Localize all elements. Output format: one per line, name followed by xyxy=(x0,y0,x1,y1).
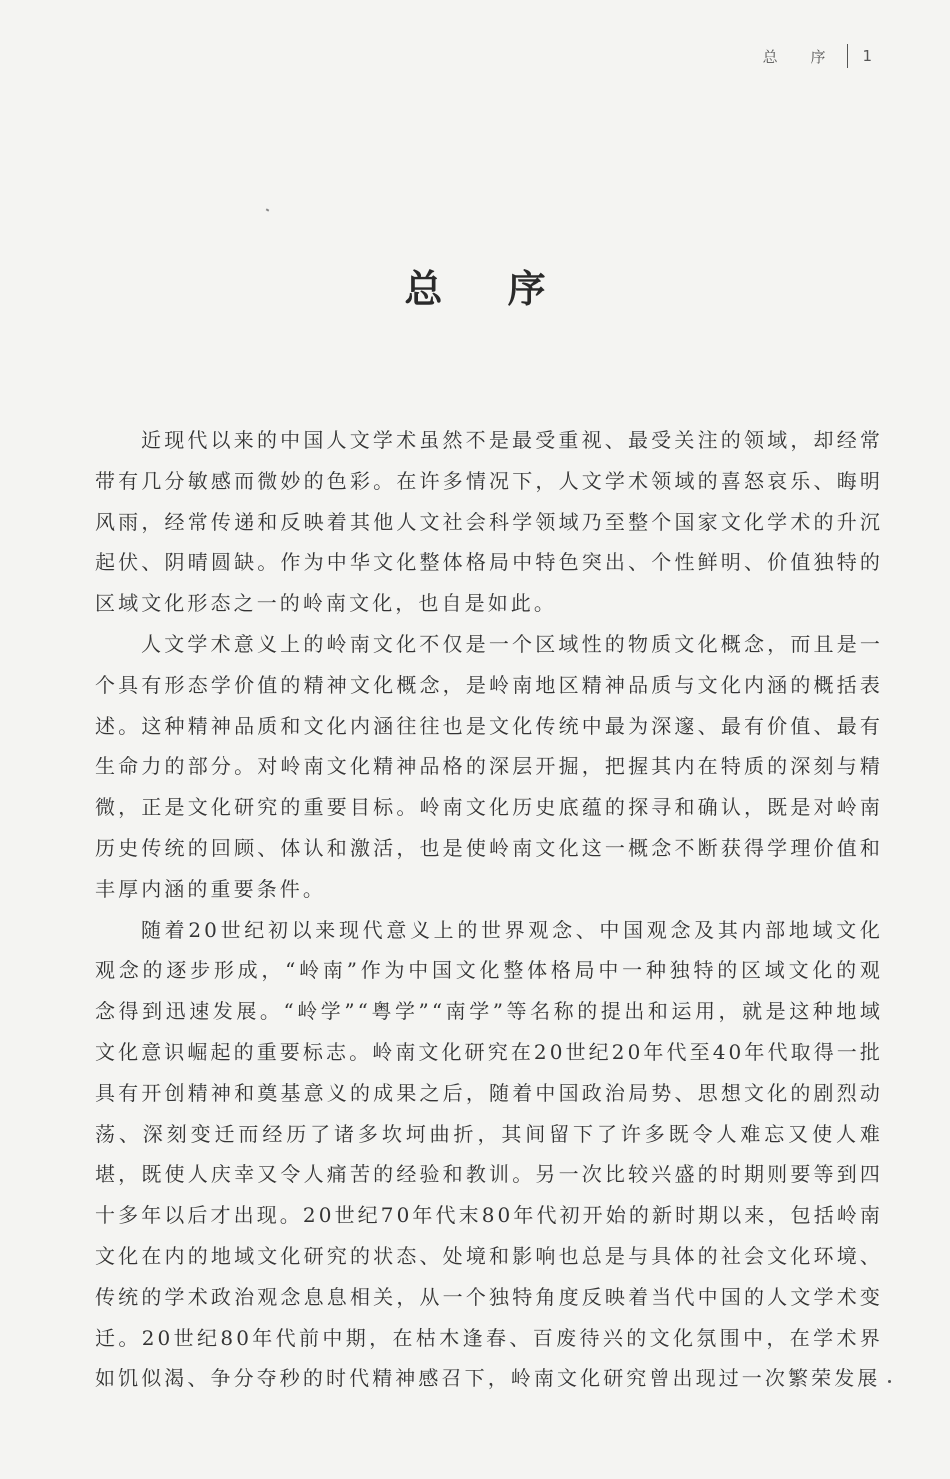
scan-speck xyxy=(266,208,270,211)
trailing-dot-mark xyxy=(888,1380,891,1383)
page-number: 1 xyxy=(862,47,872,65)
paragraph-1: 近现代以来的中国人文学术虽然不是最受重视、最受关注的领域，却经常带有几分敏感而微妙的色彩。在许多情况下，人文学术领域的喜怒哀乐、晦明风雨，经常传递和反映着其他人文社会科学领域乃至整个国家文化学术的升沉起伏、阴晴圆缺。作为中华文化整体格局中特色突出、个性鲜明、价值独特的区域文化形态之一的岭南文化，也自是如此。 xyxy=(95,428,883,616)
running-header xyxy=(763,44,872,68)
paragraph-3: 随着20世纪初以来现代意义上的世界观念、中国观念及其内部地域文化观念的逐步形成，“岭南”作为中国文化整体格局中一种独特的区域文化的观念得到迅速发展。“岭学”“粤学”“南学”等名称的提出和运用，就是这种地域文化意识崛起的重要标志。岭南文化研究在20世纪20年代至40年代取得一批具有开创精神和奠基意义的成果之后，随着中国政治局势、思想文化的剧烈动荡、深刻变迁而经历了诸多坎坷曲折，其间留下了许多既令人难忘又使人难堪，既使人庆幸又令人痛苦的经验和教训。另一次比较兴盛的时期则要等到四十多年以后才出现。20世纪70年代末80年代初开始的新时期以来，包括岭南文化在内的地域文化研究的状态、处境和影响也总是与具体的社会文化环境、传统的学术政治观念息息相关，从一个独特角度反映着当代中国的人文学术变迁。20世纪80年代前中期，在枯木逢春、百废待兴的文化氛围中，在学术界如饥似渴、争分夺秒的时代精神感召下，岭南文化研究曾出现过一次繁荣发展 xyxy=(95,917,883,1391)
body-text xyxy=(95,420,883,1399)
header-divider xyxy=(847,44,848,68)
running-title: 总 序 xyxy=(762,47,840,66)
paragraph-2: 人文学术意义上的岭南文化不仅是一个区域性的物质文化概念，而且是一个具有形态学价值的精神文化概念，是岭南地区精神品质与文化内涵的概括表述。这种精神品质和文化内涵往往也是文化传统中最为深邃、最有价值、最有生命力的部分。对岭南文化精神品格的深层开掘，把握其内在特质的深刻与精微，正是文化研究的重要目标。岭南文化历史底蕴的探寻和确认，既是对岭南历史传统的回顾、体认和激活，也是使岭南文化这一概念不断获得学理价值和丰厚内涵的重要条件。 xyxy=(95,631,883,901)
chapter-title: 总 序 xyxy=(404,267,572,311)
